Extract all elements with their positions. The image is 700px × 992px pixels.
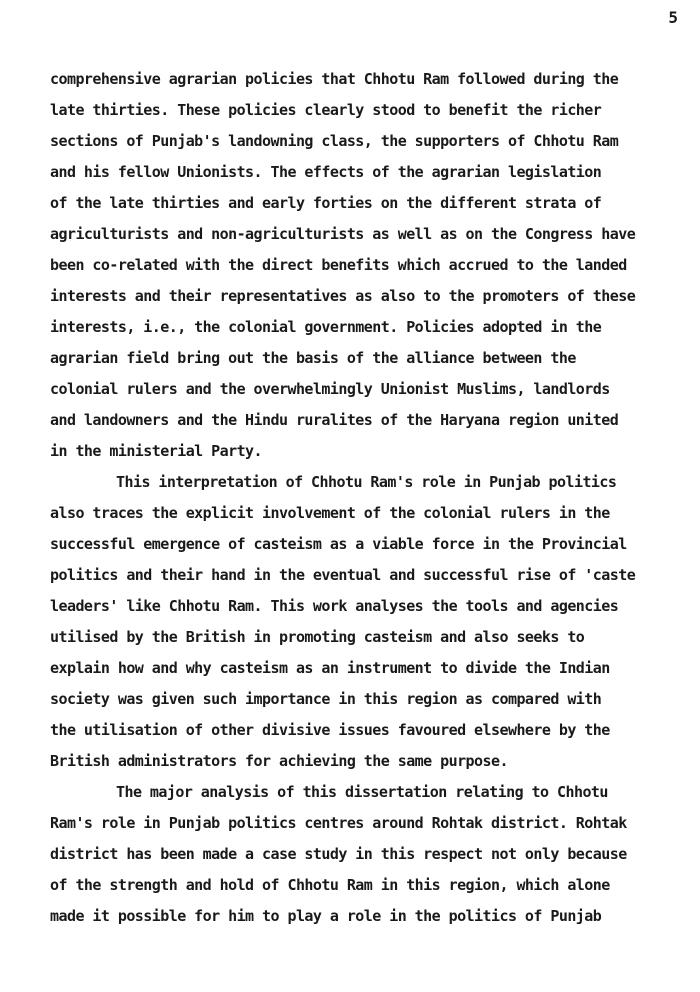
- text-line: politics and their hand in the eventual and successful rise of 'caste: [50, 566, 636, 584]
- text-line: comprehensive agrarian policies that Chhotu Ram followed during the: [50, 70, 619, 88]
- text-line: and landowners and the Hindu ruralites of the Haryana region united: [50, 411, 619, 429]
- text-line: agrarian field bring out the basis of the alliance between the: [50, 349, 576, 367]
- paragraph-first-line: The major analysis of this dissertation relating to Chhotu: [116, 783, 608, 801]
- text-line: interests and their representatives as also to the promoters of these: [50, 287, 636, 305]
- text-line: of the late thirties and early forties on the different strata of: [50, 194, 602, 212]
- text-line: agriculturists and non-agriculturists as well as on the Congress have: [50, 225, 636, 243]
- paragraph-first-line: This interpretation of Chhotu Ram's role in Punjab politics: [116, 473, 617, 491]
- text-line: district has been made a case study in this respect not only because: [50, 845, 627, 863]
- text-line: explain how and why casteism as an instrument to divide the Indian: [50, 659, 610, 677]
- text-line: leaders' like Chhotu Ram. This work analyses the tools and agencies: [50, 597, 619, 615]
- text-line: utilised by the British in promoting casteism and also seeks to: [50, 628, 585, 646]
- body-text: [50, 64, 690, 932]
- text-line: in the ministerial Party.: [50, 442, 263, 460]
- text-line: Ram's role in Punjab politics centres around Rohtak district. Rohtak: [50, 814, 627, 832]
- text-line: the utilisation of other divisive issues favoured elsewhere by the: [50, 721, 610, 739]
- text-line: society was given such importance in this region as compared with: [50, 690, 602, 708]
- text-line: sections of Punjab's landowning class, the supporters of Chhotu Ram: [50, 132, 619, 150]
- text-line: made it possible for him to play a role in the politics of Punjab: [50, 907, 602, 925]
- text-line: and his fellow Unionists. The effects of the agrarian legislation: [50, 163, 602, 181]
- text-line: British administrators for achieving the same purpose.: [50, 752, 508, 770]
- page-number: 5: [668, 8, 678, 27]
- text-line: successful emergence of casteism as a viable force in the Provincial: [50, 535, 627, 553]
- text-line: colonial rulers and the overwhelmingly Unionist Muslims, landlords: [50, 380, 610, 398]
- text-line: been co-related with the direct benefits which accrued to the landed: [50, 256, 627, 274]
- text-line: interests, i.e., the colonial government. Policies adopted in the: [50, 318, 602, 336]
- text-line: late thirties. These policies clearly stood to benefit the richer: [50, 101, 602, 119]
- text-line: of the strength and hold of Chhotu Ram in this region, which alone: [50, 876, 610, 894]
- text-line: also traces the explicit involvement of the colonial rulers in the: [50, 504, 610, 522]
